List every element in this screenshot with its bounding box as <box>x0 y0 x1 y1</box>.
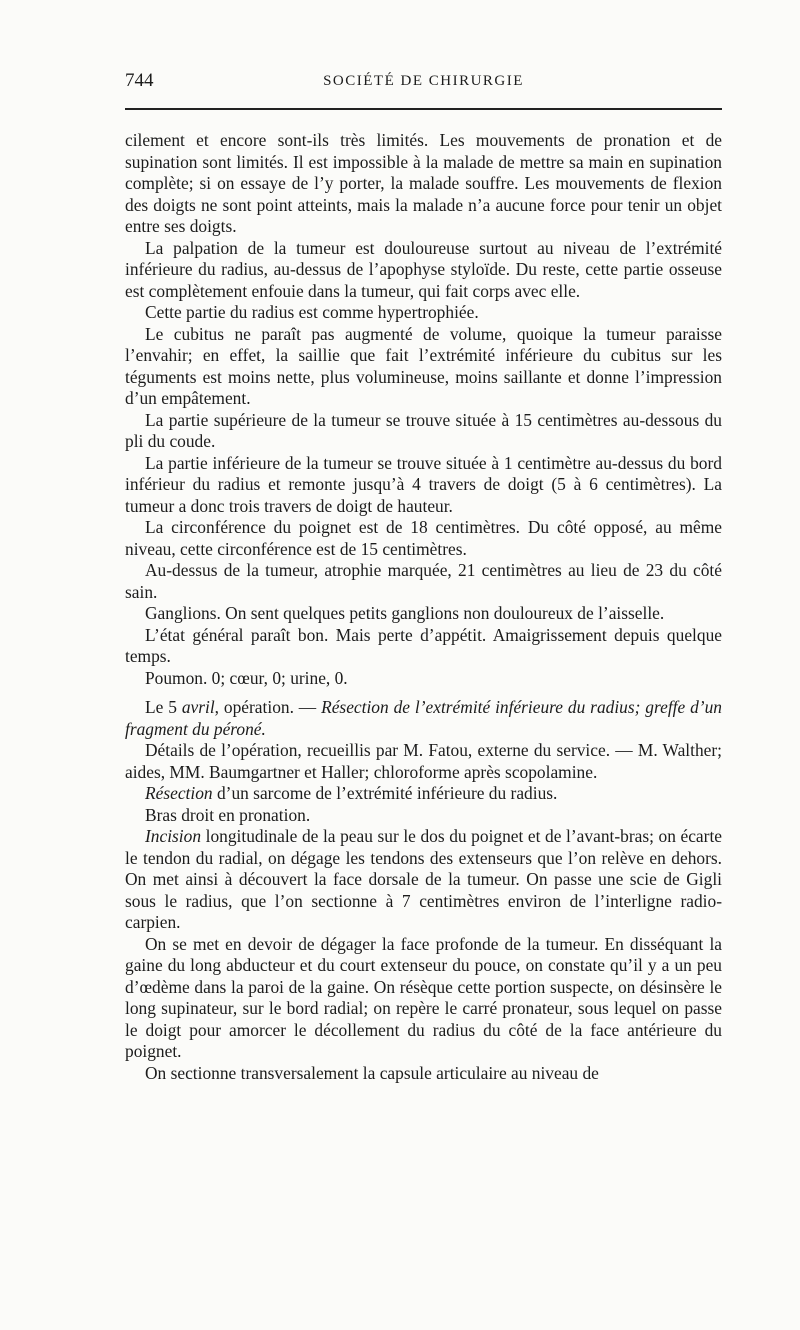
paragraph <box>125 603 722 625</box>
text-run: La circonférence du poignet est de 18 centimètres. Du côté opposé, au même niveau, cette circonférence est de 15 centimètres. <box>125 517 722 559</box>
text-run: La partie supérieure de la tumeur se trouve située à 15 centimètres au-dessous du pli du coude. <box>125 409 722 451</box>
italic-text: Résection <box>145 783 213 803</box>
italic-text: avril <box>181 697 215 717</box>
paragraph <box>125 805 722 827</box>
text-run: On sectionne transversalement la capsule articulaire au niveau de <box>145 1062 599 1083</box>
body-text <box>125 130 722 1084</box>
text-run: Cette partie du radius est comme hypertrophiée. <box>145 302 479 322</box>
text-run: cilement et encore sont-ils très limités. Les mouvements de pronation et de supination sont limités. Il est impossible à la malade de mettre sa main en supination complète; si on essaye de l’y porter, la malade souffre. Les mouvements de flexion des doigts ne sont point atteints, mais la malade n’a aucune force pour tenir un objet entre ses doigts. <box>125 130 722 236</box>
paragraph <box>125 130 722 238</box>
text-run: Bras droit en pronation. <box>145 804 311 825</box>
text-run: L’état général paraît bon. Mais perte d’appétit. Amaigrissement depuis quelque temps. <box>125 624 722 666</box>
text-run: longitudinale de la peau sur le dos du poignet et de l’avant-bras; on écarte le tendon du radial, on dégage les tendons des extenseurs que l’on relève en dehors. On met ainsi à découvert la face dorsale de la tumeur. On passe une scie de Gigli sous le radius, que l’on sectionne à 7 centimètres environ de l’interligne radio-carpien. <box>125 826 722 932</box>
paragraph <box>125 697 722 740</box>
text-run: Au-dessus de la tumeur, atrophie marquée, 21 centimètres au lieu de 23 du côté sain. <box>125 560 722 602</box>
paragraph <box>125 517 722 560</box>
text-run: Poumon. 0; cœur, 0; urine, 0. <box>145 667 348 688</box>
paragraph <box>125 1063 722 1085</box>
paragraph <box>125 453 722 518</box>
paragraph <box>125 560 722 603</box>
italic-text: Incision <box>145 826 202 846</box>
text-run: Le 5 <box>145 697 182 717</box>
page-header <box>125 70 722 98</box>
paragraph <box>125 302 722 324</box>
paragraph <box>125 625 722 668</box>
paragraph <box>125 238 722 303</box>
paragraph <box>125 783 722 805</box>
running-title: SOCIÉTÉ DE CHIRURGIE <box>323 73 524 89</box>
paragraph <box>125 826 722 934</box>
text-run: Le cubitus ne paraît pas augmenté de volume, quoique la tumeur paraisse l’envahir; en effet, la saillie que fait l’extrémité inférieure du cubitus sur les téguments est moins nette, plus volumineuse, moins saillante et donne l’impression d’un empâtement. <box>125 323 722 408</box>
text-run: d’un sarcome de l’extrémité inférieure du radius. <box>212 783 558 803</box>
text-run: Détails de l’opération, recueillis par M. Fatou, externe du service. — M. Walther; aides, MM. Baumgartner et Haller; chloroforme après scopolamine. <box>125 740 722 782</box>
page-number: 744 <box>125 70 154 91</box>
text-run: , opération. — <box>214 697 322 717</box>
italic-text: Résection de l’extrémité inférieure du radius; greffe d’un fragment du péroné. <box>125 697 722 739</box>
paragraph <box>125 934 722 1063</box>
paragraph <box>125 740 722 783</box>
paragraph <box>125 410 722 453</box>
paragraph <box>125 324 722 410</box>
text-run: Ganglions. On sent quelques petits ganglions non douloureux de l’aisselle. <box>145 603 665 623</box>
text-run: On se met en devoir de dégager la face profonde de la tumeur. En disséquant la gaine du long abducteur et du court extenseur du pouce, on constate qu’il y a un peu d’œdème dans la paroi de la gaine. On résèque cette portion suspecte, on désinsère le long supinateur, sur le bord radial; on repère le carré pronateur, sous lequel on passe le doigt pour amorcer le décollement du radius du côté de la face antérieure du poignet. <box>125 933 722 1061</box>
paragraph <box>125 668 722 690</box>
header-rule <box>125 108 722 110</box>
text-run: La partie inférieure de la tumeur se trouve située à 1 centimètre au-dessus du bord inférieur du radius et remonte jusqu’à 4 travers de doigt (5 à 6 centimètres). La tumeur a donc trois travers de doigt de hauteur. <box>125 452 722 516</box>
text-run: La palpation de la tumeur est douloureuse surtout au niveau de l’extrémité inférieure du radius, au-dessus de l’apophyse styloïde. Du reste, cette partie osseuse est complètement enfouie dans la tumeur, qui fait corps avec elle. <box>125 237 722 301</box>
